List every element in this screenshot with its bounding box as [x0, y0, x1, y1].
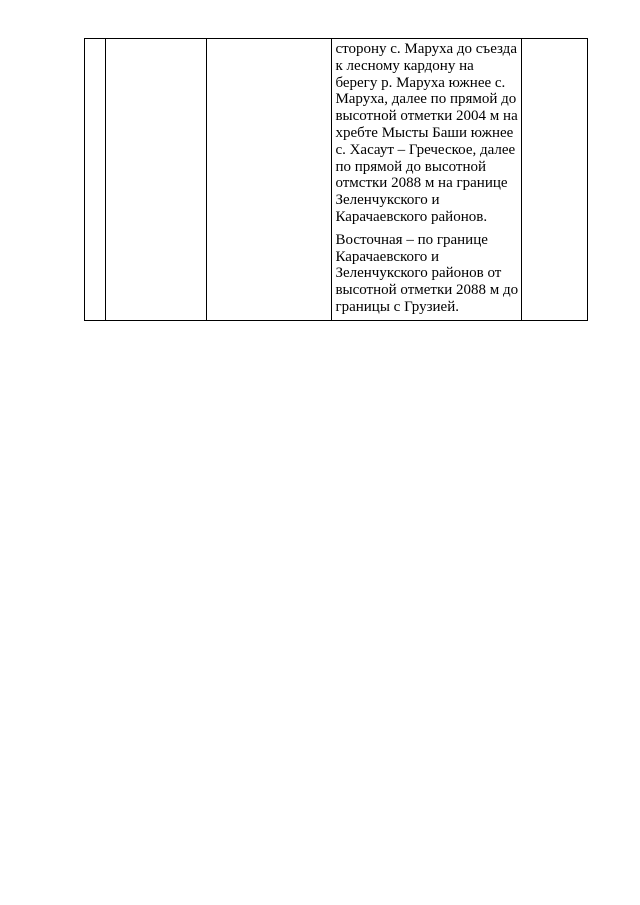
- description-paragraph-east: Восточная – по границе Карачаевского и Зеленчукского районов от высотной отметки 2088 м до границы с Грузией.: [335, 231, 519, 315]
- number-cell: [85, 39, 106, 321]
- category-cell: [207, 39, 332, 321]
- notes-cell: [522, 39, 588, 321]
- table-row: [85, 39, 588, 321]
- boundary-description-cell: [332, 39, 522, 321]
- boundary-table: [84, 38, 588, 321]
- name-cell: [106, 39, 207, 321]
- description-paragraph-continuation: сторону с. Маруха до съезда к лесному кардону на берегу р. Маруха южнее с. Маруха, далее по прямой до высотной отметки 2004 м на хребте Мысты Баши южнее с. Хасаут – Греческое, далее по прямой до высотной отмстки 2088 м на границе Зеленчукского и Карачаевского районов.: [335, 41, 518, 225]
- boundary-description: [332, 39, 521, 320]
